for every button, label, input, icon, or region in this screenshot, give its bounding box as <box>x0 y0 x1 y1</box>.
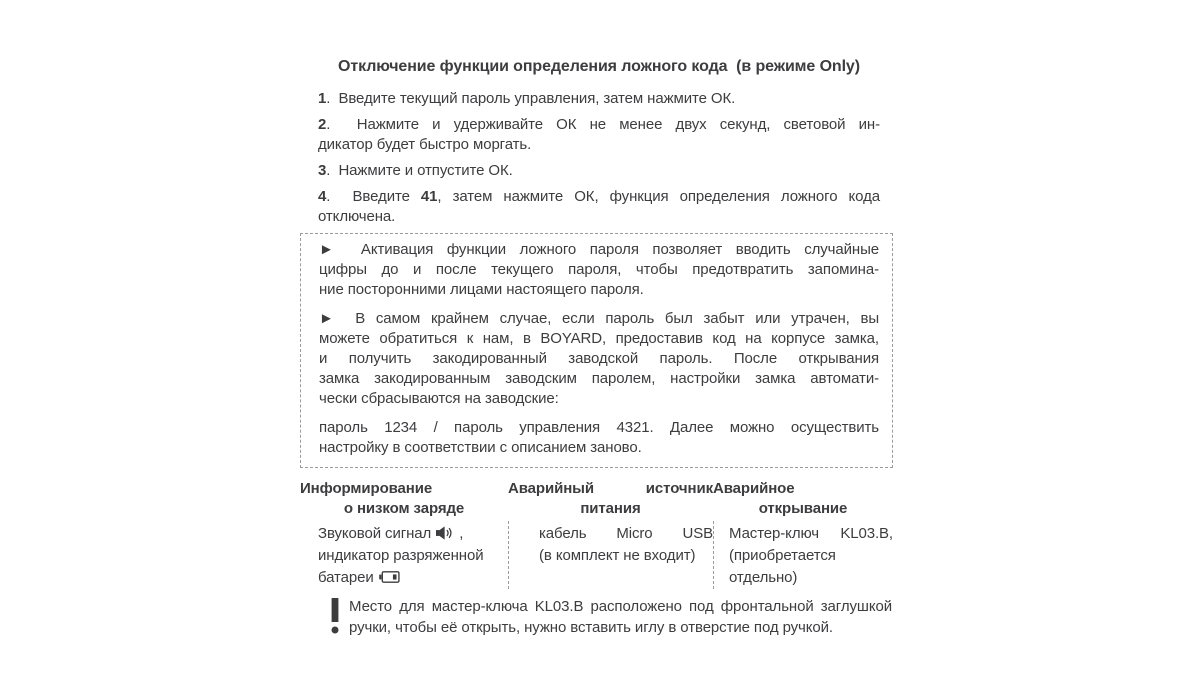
cell-text: Звуковой сигнал <box>318 525 432 542</box>
step-item-4: 4. Введите 41, затем нажмите ОК, функция определения ложного кода отключена. <box>318 188 880 225</box>
low-battery-icon <box>379 571 400 583</box>
cell-text: , <box>459 525 464 542</box>
feature-header-low-battery: Информирование о низком заряде <box>300 480 465 517</box>
note-text: Место для мастер-ключа KL03.B расположено под фронтальной заглушкой ручки, чтобы её открыть, нужно вставить иглу в отверстие под ручкой. <box>349 598 892 636</box>
exclamation-icon <box>330 597 340 641</box>
feature-column-emergency-opening <box>713 479 893 589</box>
feature-cell-emergency-power: кабель Micro USB (в комплект не входит) <box>508 521 713 589</box>
cell-text: индикатор разряженной <box>318 547 484 564</box>
warning-note <box>300 596 893 641</box>
feature-header-emergency-opening: Аварийное открывание <box>713 480 848 517</box>
feature-table <box>300 479 893 589</box>
feature-column-emergency-power <box>508 479 713 589</box>
feature-cell-low-battery <box>300 521 508 589</box>
document <box>300 50 893 641</box>
step-item-3: 3. Нажмите и отпустите ОК. <box>318 162 513 179</box>
step-item-2: 2. Нажмите и удерживайте ОК не менее двух секунд, световой ин- дикатор будет быстро моргать. <box>318 116 880 153</box>
page-title: Отключение функции определения ложного кода (в режиме Only) <box>338 58 860 75</box>
feature-column-low-battery <box>300 479 508 589</box>
feature-cell-emergency-opening: Мастер-ключ KL03.B, (приобретается отдельно) <box>713 521 893 589</box>
feature-header-emergency-power: Аварийный источник питания <box>508 480 713 517</box>
info-paragraph-factory-reset: пароль 1234 / пароль управления 4321. Далее можно осуществить настройку в соответствии с описанием заново. <box>319 419 879 456</box>
info-paragraph-false-password: ► Активация функции ложного пароля позволяет вводить случайные цифры до и после текущего пароля, чтобы предотвратить запомина- ние посторонними лицами настоящего пароля. <box>319 241 879 298</box>
cell-text: батареи <box>318 569 374 586</box>
info-paragraph-lost-password: ► В самом крайнем случае, если пароль был забыт или утрачен, вы можете обратиться к нам, в BOYARD, предоставив код на корпусе замка, и получить закодированный заводской пароль. После открывания замка закодированным заводским паролем, настройки замка автомати- чески сбрасываются на заводские: <box>319 310 879 407</box>
info-box <box>300 233 893 468</box>
speaker-icon <box>436 526 455 540</box>
step-item-1: 1. Введите текущий пароль управления, затем нажмите ОК. <box>318 90 736 107</box>
